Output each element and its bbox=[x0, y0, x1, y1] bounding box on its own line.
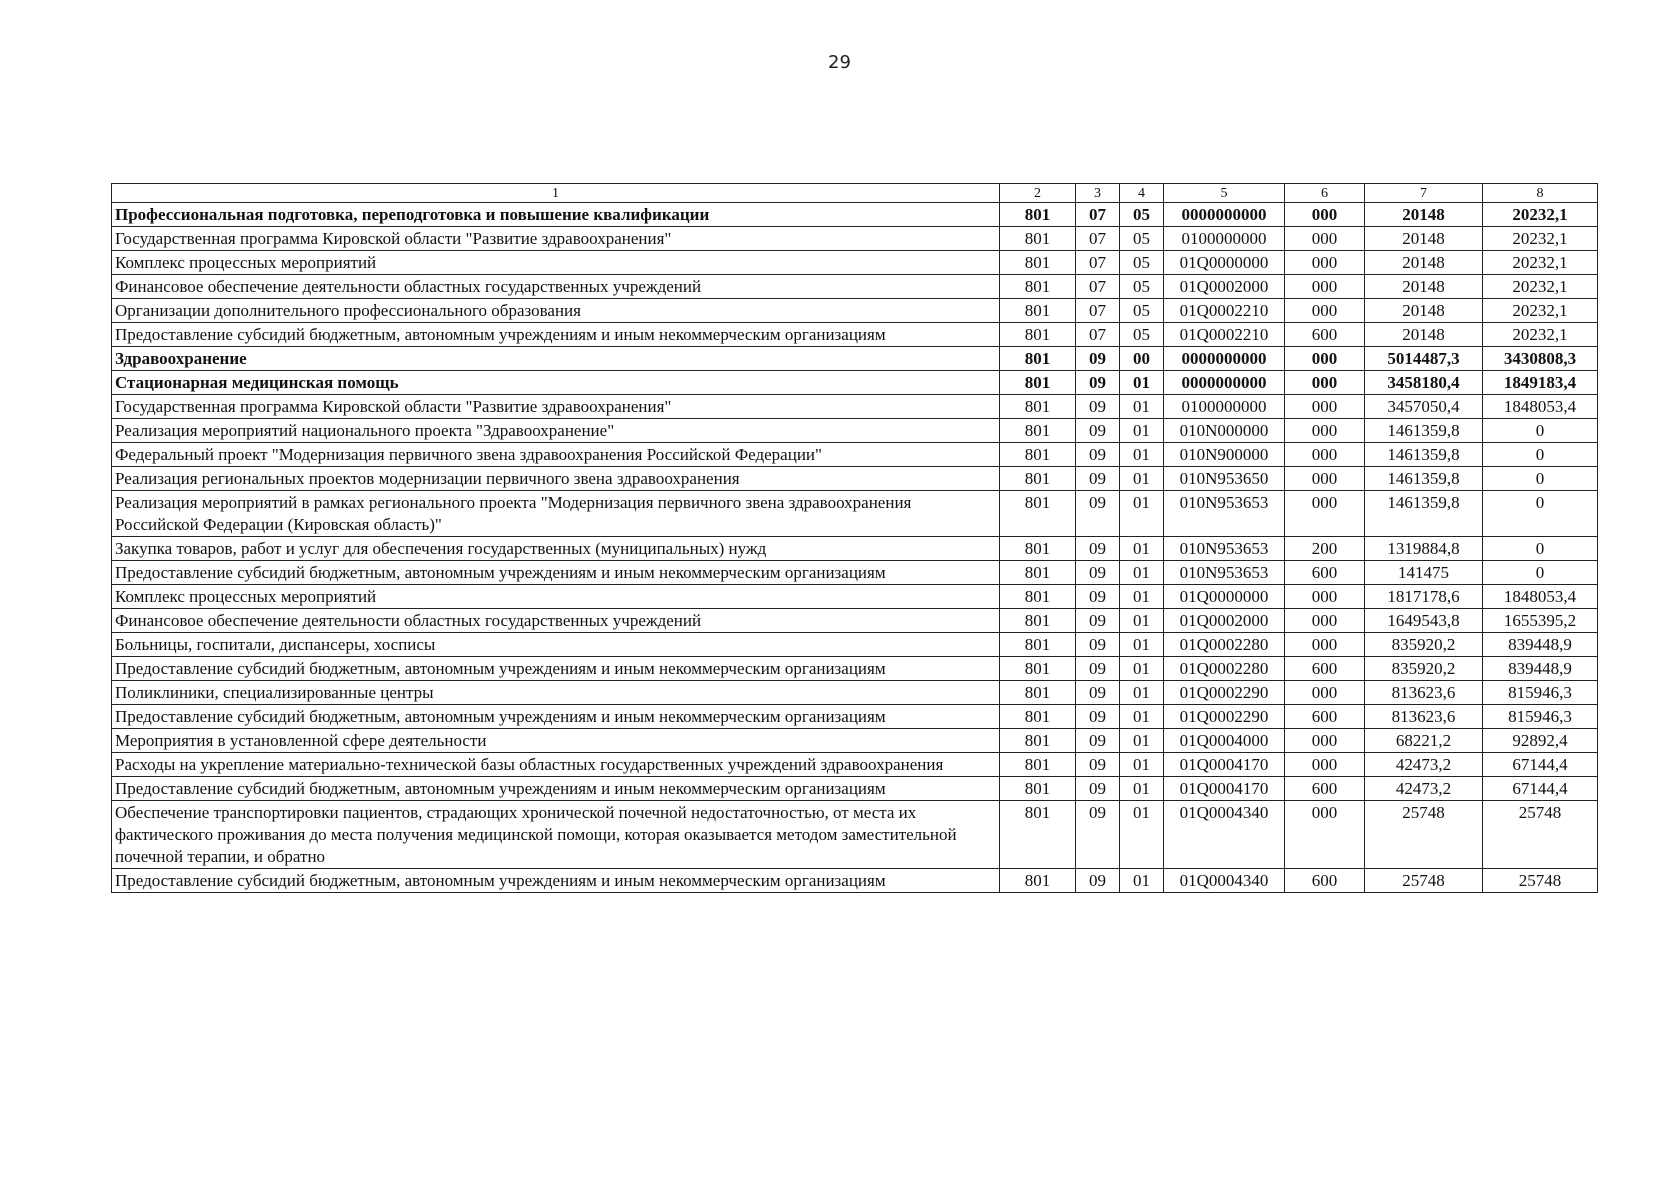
ministry-code-cell: 801 bbox=[1000, 275, 1076, 299]
amount-year-2-cell: 3430808,3 bbox=[1483, 347, 1598, 371]
amount-year-1-cell: 25748 bbox=[1365, 801, 1483, 869]
target-article-cell: 01Q0004340 bbox=[1164, 869, 1285, 893]
row-name-cell: Финансовое обеспечение деятельности областных государственных учреждений bbox=[112, 275, 1000, 299]
amount-year-1-cell: 42473,2 bbox=[1365, 753, 1483, 777]
column-header: 7 bbox=[1365, 184, 1483, 203]
ministry-code-cell: 801 bbox=[1000, 443, 1076, 467]
target-article-cell: 010N000000 bbox=[1164, 419, 1285, 443]
amount-year-2-cell: 839448,9 bbox=[1483, 657, 1598, 681]
expense-type-cell: 600 bbox=[1285, 657, 1365, 681]
expense-type-cell: 000 bbox=[1285, 299, 1365, 323]
expense-type-cell: 000 bbox=[1285, 275, 1365, 299]
section-cell: 09 bbox=[1076, 585, 1120, 609]
section-cell: 07 bbox=[1076, 227, 1120, 251]
ministry-code-cell: 801 bbox=[1000, 299, 1076, 323]
ministry-code-cell: 801 bbox=[1000, 585, 1076, 609]
table-row bbox=[112, 347, 1598, 371]
amount-year-2-cell: 1848053,4 bbox=[1483, 395, 1598, 419]
row-name-cell: Предоставление субсидий бюджетным, автономным учреждениям и иным некоммерческим организациям bbox=[112, 705, 1000, 729]
table-row bbox=[112, 467, 1598, 491]
ministry-code-cell: 801 bbox=[1000, 395, 1076, 419]
target-article-cell: 01Q0002000 bbox=[1164, 275, 1285, 299]
column-header: 1 bbox=[112, 184, 1000, 203]
amount-year-2-cell: 815946,3 bbox=[1483, 705, 1598, 729]
target-article-cell: 0100000000 bbox=[1164, 395, 1285, 419]
target-article-cell: 010N953653 bbox=[1164, 537, 1285, 561]
table-row bbox=[112, 275, 1598, 299]
section-cell: 09 bbox=[1076, 681, 1120, 705]
target-article-cell: 01Q0002280 bbox=[1164, 633, 1285, 657]
amount-year-2-cell: 815946,3 bbox=[1483, 681, 1598, 705]
expense-type-cell: 000 bbox=[1285, 443, 1365, 467]
target-article-cell: 010N953650 bbox=[1164, 467, 1285, 491]
amount-year-2-cell: 20232,1 bbox=[1483, 227, 1598, 251]
amount-year-1-cell: 20148 bbox=[1365, 203, 1483, 227]
ministry-code-cell: 801 bbox=[1000, 467, 1076, 491]
amount-year-1-cell: 1461359,8 bbox=[1365, 419, 1483, 443]
target-article-cell: 01Q0004340 bbox=[1164, 801, 1285, 869]
subsection-cell: 01 bbox=[1120, 419, 1164, 443]
amount-year-1-cell: 1817178,6 bbox=[1365, 585, 1483, 609]
section-cell: 09 bbox=[1076, 609, 1120, 633]
table-row bbox=[112, 777, 1598, 801]
amount-year-1-cell: 25748 bbox=[1365, 869, 1483, 893]
target-article-cell: 0000000000 bbox=[1164, 347, 1285, 371]
subsection-cell: 01 bbox=[1120, 561, 1164, 585]
section-cell: 09 bbox=[1076, 371, 1120, 395]
expense-type-cell: 000 bbox=[1285, 203, 1365, 227]
ministry-code-cell: 801 bbox=[1000, 227, 1076, 251]
subsection-cell: 01 bbox=[1120, 585, 1164, 609]
table-row bbox=[112, 443, 1598, 467]
ministry-code-cell: 801 bbox=[1000, 729, 1076, 753]
ministry-code-cell: 801 bbox=[1000, 419, 1076, 443]
section-cell: 09 bbox=[1076, 801, 1120, 869]
amount-year-1-cell: 5014487,3 bbox=[1365, 347, 1483, 371]
target-article-cell: 010N953653 bbox=[1164, 491, 1285, 537]
expense-type-cell: 000 bbox=[1285, 801, 1365, 869]
column-header: 5 bbox=[1164, 184, 1285, 203]
subsection-cell: 05 bbox=[1120, 251, 1164, 275]
expense-type-cell: 000 bbox=[1285, 251, 1365, 275]
target-article-cell: 01Q0002000 bbox=[1164, 609, 1285, 633]
expense-type-cell: 600 bbox=[1285, 777, 1365, 801]
section-cell: 09 bbox=[1076, 443, 1120, 467]
table-row bbox=[112, 633, 1598, 657]
table-row bbox=[112, 753, 1598, 777]
subsection-cell: 01 bbox=[1120, 467, 1164, 491]
amount-year-2-cell: 67144,4 bbox=[1483, 777, 1598, 801]
ministry-code-cell: 801 bbox=[1000, 537, 1076, 561]
ministry-code-cell: 801 bbox=[1000, 323, 1076, 347]
table-row bbox=[112, 491, 1598, 537]
column-header: 3 bbox=[1076, 184, 1120, 203]
amount-year-2-cell: 67144,4 bbox=[1483, 753, 1598, 777]
expense-type-cell: 600 bbox=[1285, 705, 1365, 729]
ministry-code-cell: 801 bbox=[1000, 371, 1076, 395]
row-name-cell: Комплекс процессных мероприятий bbox=[112, 251, 1000, 275]
row-name-cell: Организации дополнительного профессионального образования bbox=[112, 299, 1000, 323]
subsection-cell: 01 bbox=[1120, 729, 1164, 753]
ministry-code-cell: 801 bbox=[1000, 251, 1076, 275]
amount-year-1-cell: 3457050,4 bbox=[1365, 395, 1483, 419]
amount-year-2-cell: 1655395,2 bbox=[1483, 609, 1598, 633]
amount-year-2-cell: 0 bbox=[1483, 467, 1598, 491]
row-name-cell: Предоставление субсидий бюджетным, автономным учреждениям и иным некоммерческим организациям bbox=[112, 869, 1000, 893]
expense-type-cell: 000 bbox=[1285, 633, 1365, 657]
section-cell: 07 bbox=[1076, 203, 1120, 227]
subsection-cell: 01 bbox=[1120, 443, 1164, 467]
amount-year-1-cell: 42473,2 bbox=[1365, 777, 1483, 801]
amount-year-1-cell: 835920,2 bbox=[1365, 657, 1483, 681]
table-row bbox=[112, 323, 1598, 347]
amount-year-2-cell: 20232,1 bbox=[1483, 275, 1598, 299]
section-cell: 09 bbox=[1076, 657, 1120, 681]
expense-type-cell: 000 bbox=[1285, 609, 1365, 633]
ministry-code-cell: 801 bbox=[1000, 705, 1076, 729]
section-cell: 09 bbox=[1076, 467, 1120, 491]
target-article-cell: 01Q0002210 bbox=[1164, 299, 1285, 323]
subsection-cell: 01 bbox=[1120, 491, 1164, 537]
expense-type-cell: 000 bbox=[1285, 753, 1365, 777]
table-row bbox=[112, 729, 1598, 753]
expense-type-cell: 600 bbox=[1285, 869, 1365, 893]
ministry-code-cell: 801 bbox=[1000, 777, 1076, 801]
row-name-cell: Предоставление субсидий бюджетным, автономным учреждениям и иным некоммерческим организациям bbox=[112, 323, 1000, 347]
table-row bbox=[112, 395, 1598, 419]
amount-year-2-cell: 92892,4 bbox=[1483, 729, 1598, 753]
row-name-cell: Здравоохранение bbox=[112, 347, 1000, 371]
expense-type-cell: 000 bbox=[1285, 371, 1365, 395]
amount-year-1-cell: 20148 bbox=[1365, 323, 1483, 347]
expense-type-cell: 000 bbox=[1285, 395, 1365, 419]
target-article-cell: 01Q0004170 bbox=[1164, 777, 1285, 801]
table-row bbox=[112, 227, 1598, 251]
header-row bbox=[112, 184, 1598, 203]
section-cell: 09 bbox=[1076, 869, 1120, 893]
amount-year-2-cell: 0 bbox=[1483, 561, 1598, 585]
amount-year-1-cell: 20148 bbox=[1365, 275, 1483, 299]
section-cell: 09 bbox=[1076, 753, 1120, 777]
expense-type-cell: 000 bbox=[1285, 681, 1365, 705]
ministry-code-cell: 801 bbox=[1000, 203, 1076, 227]
table-row bbox=[112, 251, 1598, 275]
amount-year-2-cell: 20232,1 bbox=[1483, 299, 1598, 323]
subsection-cell: 01 bbox=[1120, 371, 1164, 395]
expense-type-cell: 000 bbox=[1285, 729, 1365, 753]
column-header: 4 bbox=[1120, 184, 1164, 203]
ministry-code-cell: 801 bbox=[1000, 491, 1076, 537]
table-row bbox=[112, 585, 1598, 609]
expense-type-cell: 600 bbox=[1285, 561, 1365, 585]
subsection-cell: 01 bbox=[1120, 395, 1164, 419]
row-name-cell: Поликлиники, специализированные центры bbox=[112, 681, 1000, 705]
amount-year-1-cell: 20148 bbox=[1365, 227, 1483, 251]
row-name-cell: Государственная программа Кировской области "Развитие здравоохранения" bbox=[112, 227, 1000, 251]
amount-year-2-cell: 1848053,4 bbox=[1483, 585, 1598, 609]
amount-year-2-cell: 20232,1 bbox=[1483, 203, 1598, 227]
subsection-cell: 01 bbox=[1120, 657, 1164, 681]
table-row bbox=[112, 537, 1598, 561]
target-article-cell: 01Q0004170 bbox=[1164, 753, 1285, 777]
ministry-code-cell: 801 bbox=[1000, 347, 1076, 371]
section-cell: 09 bbox=[1076, 705, 1120, 729]
row-name-cell: Финансовое обеспечение деятельности областных государственных учреждений bbox=[112, 609, 1000, 633]
subsection-cell: 05 bbox=[1120, 323, 1164, 347]
target-article-cell: 0100000000 bbox=[1164, 227, 1285, 251]
table-body bbox=[112, 184, 1598, 893]
amount-year-1-cell: 1461359,8 bbox=[1365, 443, 1483, 467]
budget-table bbox=[111, 183, 1598, 893]
row-name-cell: Предоставление субсидий бюджетным, автономным учреждениям и иным некоммерческим организациям bbox=[112, 657, 1000, 681]
amount-year-2-cell: 1849183,4 bbox=[1483, 371, 1598, 395]
subsection-cell: 05 bbox=[1120, 203, 1164, 227]
ministry-code-cell: 801 bbox=[1000, 561, 1076, 585]
target-article-cell: 01Q0000000 bbox=[1164, 585, 1285, 609]
target-article-cell: 01Q0000000 bbox=[1164, 251, 1285, 275]
expense-type-cell: 600 bbox=[1285, 323, 1365, 347]
amount-year-1-cell: 1649543,8 bbox=[1365, 609, 1483, 633]
subsection-cell: 01 bbox=[1120, 753, 1164, 777]
target-article-cell: 01Q0002280 bbox=[1164, 657, 1285, 681]
ministry-code-cell: 801 bbox=[1000, 681, 1076, 705]
ministry-code-cell: 801 bbox=[1000, 753, 1076, 777]
section-cell: 07 bbox=[1076, 299, 1120, 323]
table-row bbox=[112, 681, 1598, 705]
expense-type-cell: 000 bbox=[1285, 347, 1365, 371]
table-row bbox=[112, 869, 1598, 893]
row-name-cell: Предоставление субсидий бюджетным, автономным учреждениям и иным некоммерческим организациям bbox=[112, 561, 1000, 585]
target-article-cell: 01Q0004000 bbox=[1164, 729, 1285, 753]
subsection-cell: 05 bbox=[1120, 275, 1164, 299]
subsection-cell: 05 bbox=[1120, 227, 1164, 251]
section-cell: 09 bbox=[1076, 419, 1120, 443]
target-article-cell: 01Q0002210 bbox=[1164, 323, 1285, 347]
expense-type-cell: 000 bbox=[1285, 227, 1365, 251]
row-name-cell: Комплекс процессных мероприятий bbox=[112, 585, 1000, 609]
subsection-cell: 01 bbox=[1120, 537, 1164, 561]
row-name-cell: Федеральный проект "Модернизация первичного звена здравоохранения Российской Федерации" bbox=[112, 443, 1000, 467]
column-header: 8 bbox=[1483, 184, 1598, 203]
amount-year-1-cell: 3458180,4 bbox=[1365, 371, 1483, 395]
amount-year-1-cell: 813623,6 bbox=[1365, 681, 1483, 705]
amount-year-2-cell: 25748 bbox=[1483, 801, 1598, 869]
section-cell: 07 bbox=[1076, 275, 1120, 299]
section-cell: 09 bbox=[1076, 729, 1120, 753]
subsection-cell: 01 bbox=[1120, 869, 1164, 893]
section-cell: 09 bbox=[1076, 777, 1120, 801]
row-name-cell: Стационарная медицинская помощь bbox=[112, 371, 1000, 395]
subsection-cell: 00 bbox=[1120, 347, 1164, 371]
section-cell: 09 bbox=[1076, 537, 1120, 561]
table-row bbox=[112, 419, 1598, 443]
subsection-cell: 01 bbox=[1120, 609, 1164, 633]
amount-year-1-cell: 20148 bbox=[1365, 299, 1483, 323]
table-row bbox=[112, 561, 1598, 585]
table-row bbox=[112, 609, 1598, 633]
ministry-code-cell: 801 bbox=[1000, 801, 1076, 869]
section-cell: 09 bbox=[1076, 491, 1120, 537]
row-name-cell: Мероприятия в установленной сфере деятельности bbox=[112, 729, 1000, 753]
row-name-cell: Профессиональная подготовка, переподготовка и повышение квалификации bbox=[112, 203, 1000, 227]
row-name-cell: Реализация мероприятий национального проекта "Здравоохранение" bbox=[112, 419, 1000, 443]
row-name-cell: Закупка товаров, работ и услуг для обеспечения государственных (муниципальных) нужд bbox=[112, 537, 1000, 561]
table-row bbox=[112, 203, 1598, 227]
row-name-cell: Реализация мероприятий в рамках регионального проекта "Модернизация первичного звена здравоохранения Российской Федерации (Кировская область)" bbox=[112, 491, 1000, 537]
section-cell: 09 bbox=[1076, 347, 1120, 371]
amount-year-2-cell: 20232,1 bbox=[1483, 251, 1598, 275]
row-name-cell: Реализация региональных проектов модернизации первичного звена здравоохранения bbox=[112, 467, 1000, 491]
amount-year-2-cell: 0 bbox=[1483, 443, 1598, 467]
row-name-cell: Предоставление субсидий бюджетным, автономным учреждениям и иным некоммерческим организациям bbox=[112, 777, 1000, 801]
row-name-cell: Больницы, госпитали, диспансеры, хосписы bbox=[112, 633, 1000, 657]
table-row bbox=[112, 299, 1598, 323]
target-article-cell: 01Q0002290 bbox=[1164, 681, 1285, 705]
amount-year-1-cell: 813623,6 bbox=[1365, 705, 1483, 729]
table-row bbox=[112, 705, 1598, 729]
subsection-cell: 01 bbox=[1120, 705, 1164, 729]
section-cell: 09 bbox=[1076, 561, 1120, 585]
subsection-cell: 01 bbox=[1120, 633, 1164, 657]
subsection-cell: 01 bbox=[1120, 777, 1164, 801]
amount-year-2-cell: 0 bbox=[1483, 491, 1598, 537]
row-name-cell: Государственная программа Кировской области "Развитие здравоохранения" bbox=[112, 395, 1000, 419]
amount-year-1-cell: 835920,2 bbox=[1365, 633, 1483, 657]
target-article-cell: 010N900000 bbox=[1164, 443, 1285, 467]
amount-year-1-cell: 1461359,8 bbox=[1365, 491, 1483, 537]
ministry-code-cell: 801 bbox=[1000, 609, 1076, 633]
amount-year-1-cell: 20148 bbox=[1365, 251, 1483, 275]
section-cell: 07 bbox=[1076, 323, 1120, 347]
row-name-cell: Расходы на укрепление материально-технической базы областных государственных учреждений здравоохранения bbox=[112, 753, 1000, 777]
subsection-cell: 01 bbox=[1120, 681, 1164, 705]
expense-type-cell: 000 bbox=[1285, 467, 1365, 491]
table-row bbox=[112, 657, 1598, 681]
ministry-code-cell: 801 bbox=[1000, 633, 1076, 657]
expense-type-cell: 000 bbox=[1285, 419, 1365, 443]
expense-type-cell: 000 bbox=[1285, 491, 1365, 537]
amount-year-1-cell: 141475 bbox=[1365, 561, 1483, 585]
ministry-code-cell: 801 bbox=[1000, 657, 1076, 681]
ministry-code-cell: 801 bbox=[1000, 869, 1076, 893]
amount-year-2-cell: 0 bbox=[1483, 419, 1598, 443]
section-cell: 09 bbox=[1076, 633, 1120, 657]
amount-year-1-cell: 1461359,8 bbox=[1365, 467, 1483, 491]
amount-year-2-cell: 25748 bbox=[1483, 869, 1598, 893]
column-header: 6 bbox=[1285, 184, 1365, 203]
expense-type-cell: 200 bbox=[1285, 537, 1365, 561]
table-row bbox=[112, 371, 1598, 395]
column-header: 2 bbox=[1000, 184, 1076, 203]
subsection-cell: 05 bbox=[1120, 299, 1164, 323]
section-cell: 07 bbox=[1076, 251, 1120, 275]
amount-year-2-cell: 0 bbox=[1483, 537, 1598, 561]
row-name-cell: Обеспечение транспортировки пациентов, страдающих хронической почечной недостаточностью, от места их фактического проживания до места получения медицинской помощи, которая оказывается методом заместительной почечной терапии, и обратно bbox=[112, 801, 1000, 869]
target-article-cell: 01Q0002290 bbox=[1164, 705, 1285, 729]
amount-year-1-cell: 68221,2 bbox=[1365, 729, 1483, 753]
table-row bbox=[112, 801, 1598, 869]
page-number: 29 bbox=[828, 52, 851, 73]
amount-year-2-cell: 839448,9 bbox=[1483, 633, 1598, 657]
target-article-cell: 0000000000 bbox=[1164, 371, 1285, 395]
amount-year-1-cell: 1319884,8 bbox=[1365, 537, 1483, 561]
amount-year-2-cell: 20232,1 bbox=[1483, 323, 1598, 347]
target-article-cell: 0000000000 bbox=[1164, 203, 1285, 227]
section-cell: 09 bbox=[1076, 395, 1120, 419]
subsection-cell: 01 bbox=[1120, 801, 1164, 869]
expense-type-cell: 000 bbox=[1285, 585, 1365, 609]
target-article-cell: 010N953653 bbox=[1164, 561, 1285, 585]
